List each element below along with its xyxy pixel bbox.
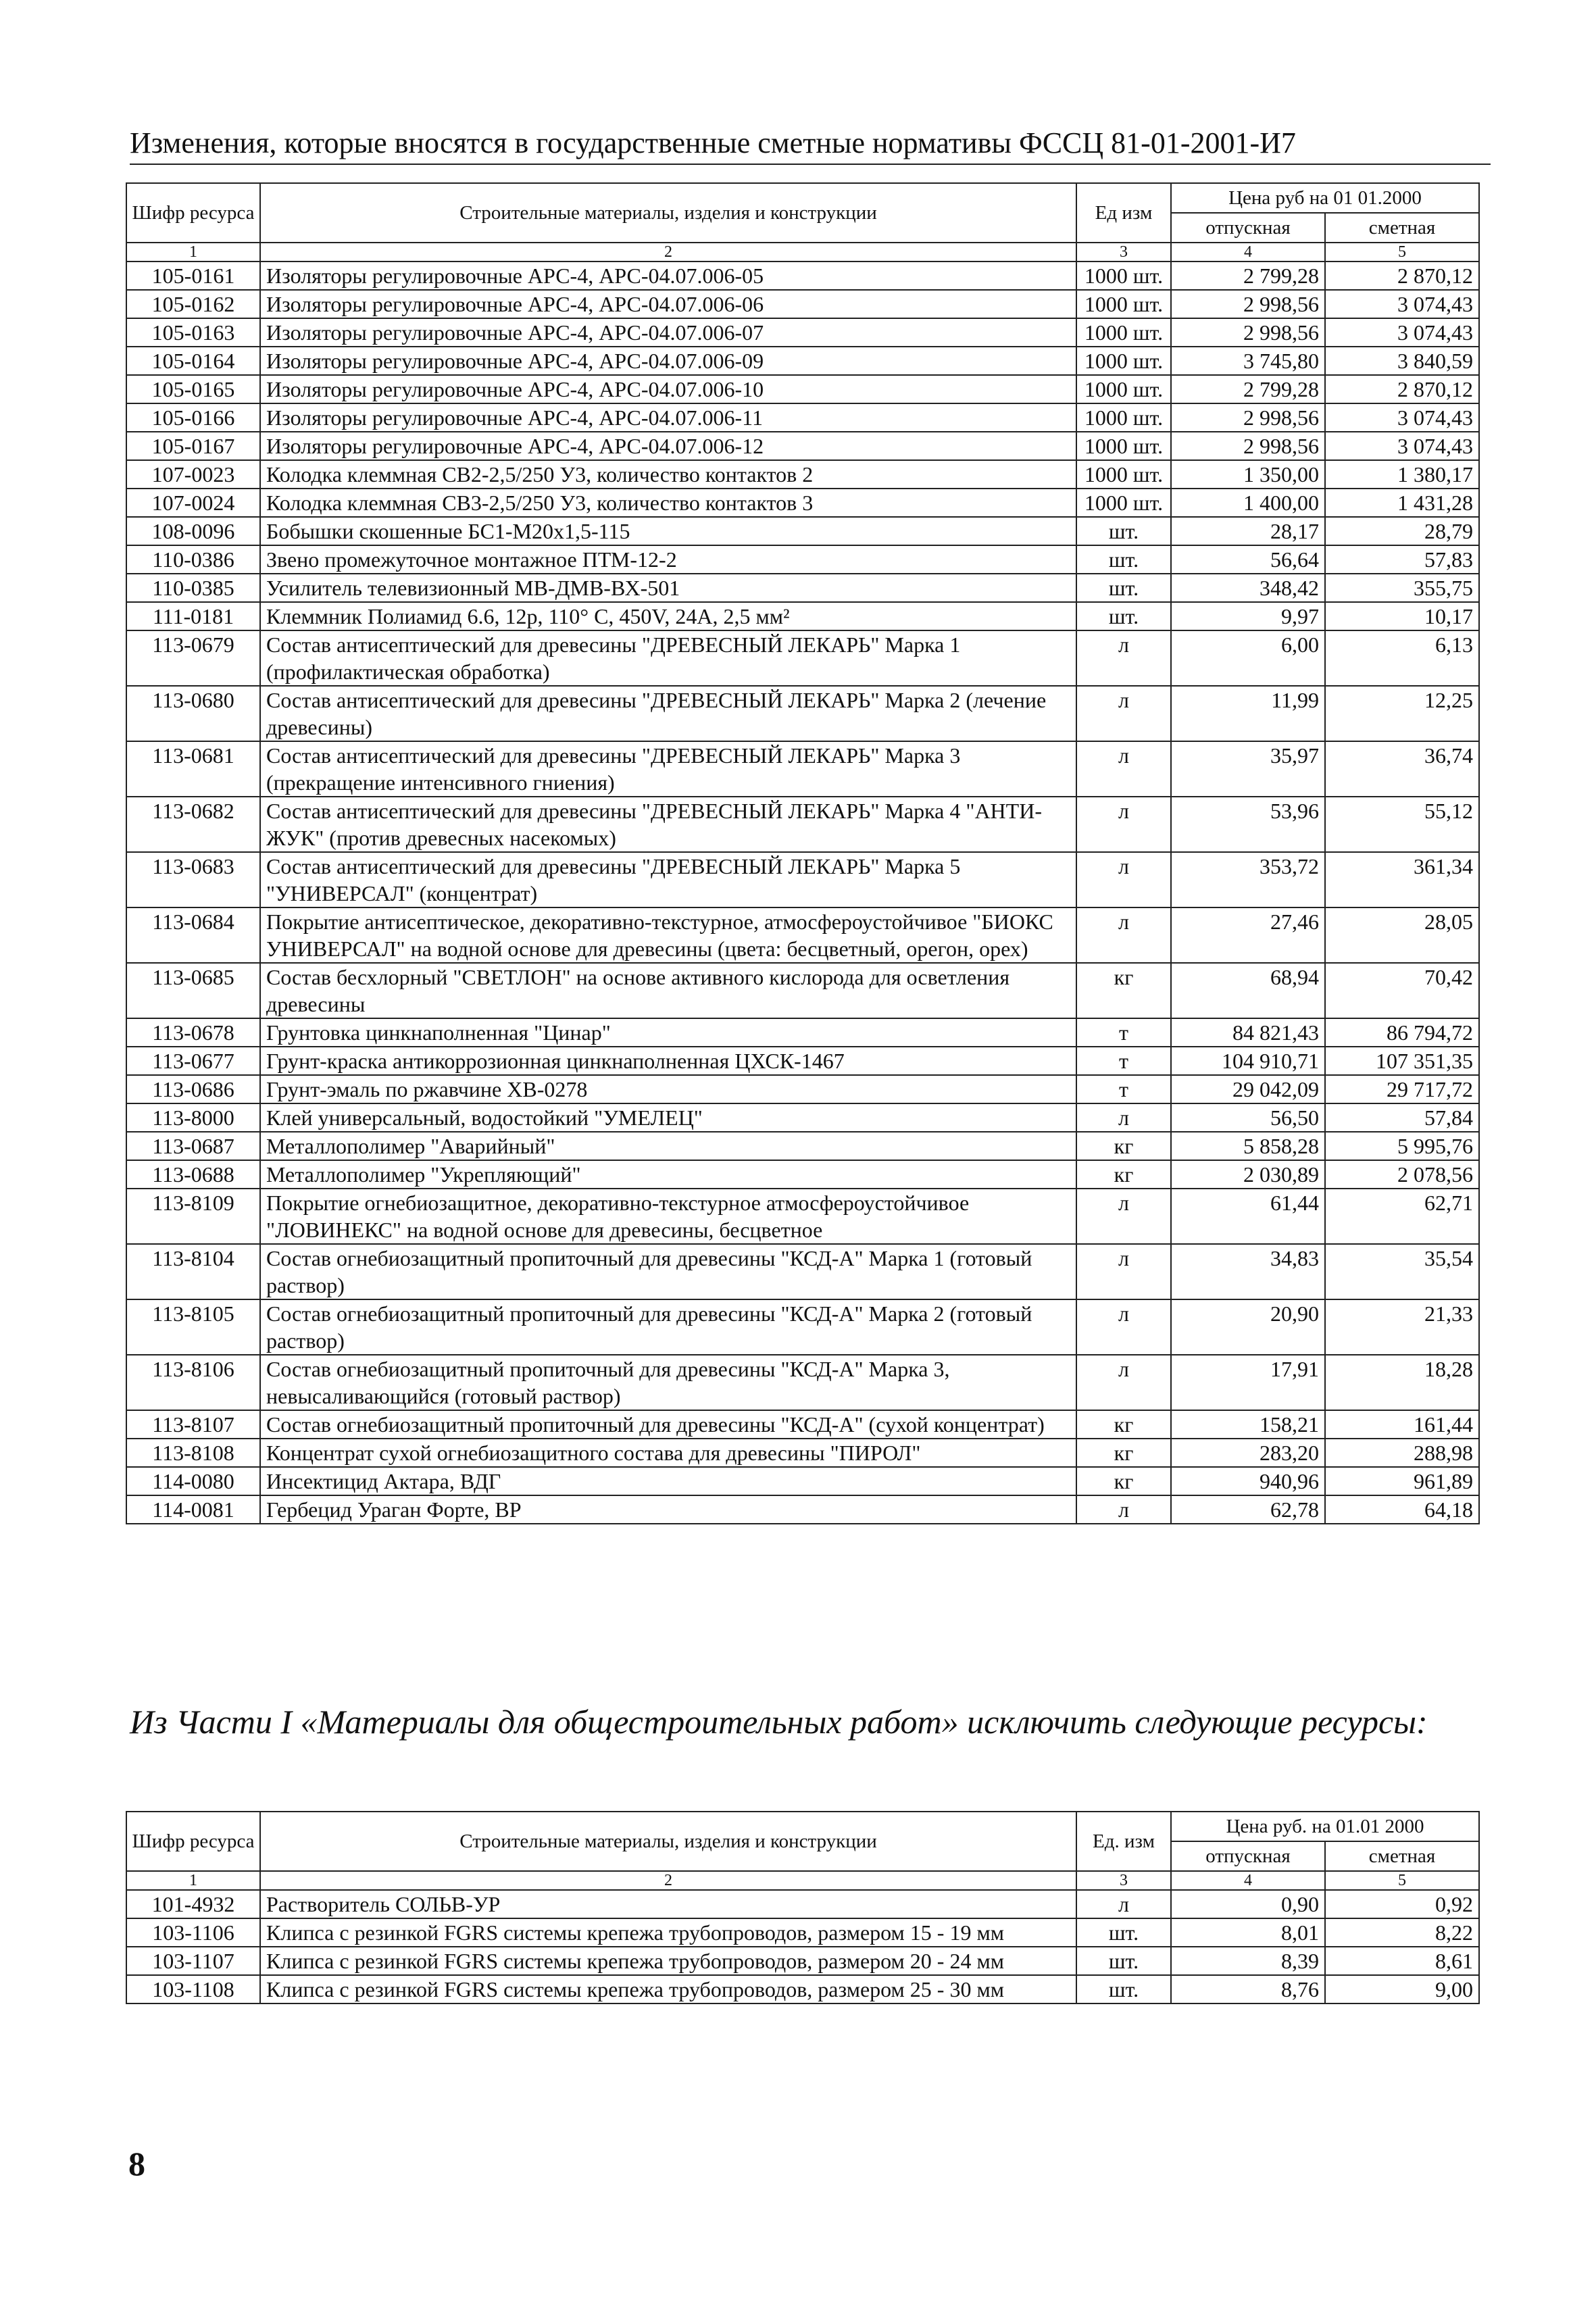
cell-estimate: 3 840,59 <box>1325 347 1479 375</box>
cell-estimate: 1 380,17 <box>1325 460 1479 489</box>
cell-unit: 1000 шт. <box>1076 290 1171 318</box>
cell-name: Колодка клеммная СВ3-2,5/250 У3, количество контактов 3 <box>260 489 1076 517</box>
cell-estimate: 1 431,28 <box>1325 489 1479 517</box>
table-row <box>126 1132 1479 1160</box>
cell-unit: кг <box>1076 1132 1171 1160</box>
cell-code: 101-4932 <box>126 1890 260 1918</box>
cell-name: Состав бесхлорный "СВЕТЛОН" на основе активного кислорода для осветления древесины <box>260 963 1076 1018</box>
cell-unit: т <box>1076 1075 1171 1103</box>
cell-unit: 1000 шт. <box>1076 460 1171 489</box>
cell-estimate: 2 078,56 <box>1325 1160 1479 1189</box>
cell-name: Изоляторы регулировочные АРС-4, АРС-04.07.006-10 <box>260 375 1076 403</box>
table-row <box>126 602 1479 630</box>
cell-estimate: 107 351,35 <box>1325 1047 1479 1075</box>
table-row <box>126 630 1479 686</box>
cell-wholesale: 940,96 <box>1171 1467 1325 1495</box>
table-row <box>126 1018 1479 1047</box>
table-row <box>126 1299 1479 1355</box>
table-row <box>126 963 1479 1018</box>
column-header-name: Строительные материалы, изделия и конструкции <box>260 1812 1076 1871</box>
cell-code: 110-0386 <box>126 545 260 574</box>
cell-estimate: 21,33 <box>1325 1299 1479 1355</box>
cell-code: 113-8106 <box>126 1355 260 1410</box>
cell-wholesale: 68,94 <box>1171 963 1325 1018</box>
cell-wholesale: 62,78 <box>1171 1495 1325 1524</box>
cell-code: 107-0024 <box>126 489 260 517</box>
cell-code: 108-0096 <box>126 517 260 545</box>
column-header-wholesale: отпускная <box>1171 1841 1325 1871</box>
cell-code: 111-0181 <box>126 602 260 630</box>
cell-name: Изоляторы регулировочные АРС-4, АРС-04.07.006-07 <box>260 318 1076 347</box>
cell-name: Состав антисептический для древесины "ДРЕВЕСНЫЙ ЛЕКАРЬ" Марка 2 (лечение древесины) <box>260 686 1076 741</box>
cell-estimate: 29 717,72 <box>1325 1075 1479 1103</box>
cell-code: 105-0162 <box>126 290 260 318</box>
cell-wholesale: 283,20 <box>1171 1439 1325 1467</box>
cell-estimate: 6,13 <box>1325 630 1479 686</box>
cell-code: 105-0166 <box>126 403 260 432</box>
cell-wholesale: 8,39 <box>1171 1947 1325 1975</box>
cell-name: Состав огнебиозащитный пропиточный для древесины "КСД-А" Марка 3, невысаливающийся (готовый раствор) <box>260 1355 1076 1410</box>
cell-estimate: 62,71 <box>1325 1189 1479 1244</box>
cell-name: Покрытие антисептическое, декоративно-текстурное, атмосфероустойчивое "БИОКС УНИВЕРСАЛ" на водной основе для древесины (цвета: бесцветный, орегон, орех) <box>260 907 1076 963</box>
cell-wholesale: 2 998,56 <box>1171 290 1325 318</box>
cell-name: Состав огнебиозащитный пропиточный для древесины "КСД-А" (сухой концентрат) <box>260 1410 1076 1439</box>
cell-name: Гербецид Ураган Форте, ВР <box>260 1495 1076 1524</box>
cell-estimate: 8,61 <box>1325 1947 1479 1975</box>
cell-code: 103-1107 <box>126 1947 260 1975</box>
cell-unit: л <box>1076 1355 1171 1410</box>
table-row <box>126 741 1479 797</box>
cell-code: 114-0080 <box>126 1467 260 1495</box>
cell-unit: шт. <box>1076 1947 1171 1975</box>
cell-estimate: 57,84 <box>1325 1103 1479 1132</box>
cell-wholesale: 2 998,56 <box>1171 403 1325 432</box>
column-number: 4 <box>1171 1871 1325 1890</box>
table-row <box>126 347 1479 375</box>
cell-estimate: 0,92 <box>1325 1890 1479 1918</box>
cell-estimate: 3 074,43 <box>1325 290 1479 318</box>
cell-wholesale: 61,44 <box>1171 1189 1325 1244</box>
cell-unit: шт. <box>1076 545 1171 574</box>
cell-wholesale: 20,90 <box>1171 1299 1325 1355</box>
cell-unit: л <box>1076 1299 1171 1355</box>
table-row <box>126 489 1479 517</box>
cell-wholesale: 56,50 <box>1171 1103 1325 1132</box>
cell-estimate: 8,22 <box>1325 1918 1479 1947</box>
cell-code: 113-0682 <box>126 797 260 852</box>
cell-code: 113-8108 <box>126 1439 260 1467</box>
table-row <box>126 545 1479 574</box>
column-number: 5 <box>1325 1871 1479 1890</box>
column-header-name: Строительные материалы, изделия и конструкции <box>260 183 1076 243</box>
cell-estimate: 57,83 <box>1325 545 1479 574</box>
cell-code: 113-0681 <box>126 741 260 797</box>
cell-unit: 1000 шт. <box>1076 489 1171 517</box>
cell-name: Изоляторы регулировочные АРС-4, АРС-04.07.006-05 <box>260 262 1076 290</box>
cell-estimate: 961,89 <box>1325 1467 1479 1495</box>
column-header-price: Цена руб на 01 01.2000 <box>1171 183 1479 213</box>
cell-name: Металлополимер "Аварийный" <box>260 1132 1076 1160</box>
column-number: 1 <box>126 1871 260 1890</box>
table-row <box>126 797 1479 852</box>
cell-wholesale: 84 821,43 <box>1171 1018 1325 1047</box>
table-row <box>126 1947 1479 1975</box>
cell-name: Состав антисептический для древесины "ДРЕВЕСНЫЙ ЛЕКАРЬ" Марка 4 "АНТИ-ЖУК" (против древесных насекомых) <box>260 797 1076 852</box>
cell-unit: л <box>1076 907 1171 963</box>
table-row <box>126 686 1479 741</box>
cell-code: 113-0687 <box>126 1132 260 1160</box>
cell-unit: 1000 шт. <box>1076 347 1171 375</box>
table-row <box>126 574 1479 602</box>
cell-unit: л <box>1076 1189 1171 1244</box>
cell-wholesale: 17,91 <box>1171 1355 1325 1410</box>
table-row <box>126 1918 1479 1947</box>
cell-code: 110-0385 <box>126 574 260 602</box>
cell-wholesale: 2 998,56 <box>1171 318 1325 347</box>
cell-unit: 1000 шт. <box>1076 432 1171 460</box>
cell-wholesale: 34,83 <box>1171 1244 1325 1299</box>
cell-code: 114-0081 <box>126 1495 260 1524</box>
cell-estimate: 2 870,12 <box>1325 375 1479 403</box>
cell-wholesale: 27,46 <box>1171 907 1325 963</box>
cell-wholesale: 28,17 <box>1171 517 1325 545</box>
cell-estimate: 28,05 <box>1325 907 1479 963</box>
cell-code: 113-0688 <box>126 1160 260 1189</box>
cell-estimate: 28,79 <box>1325 517 1479 545</box>
cell-code: 103-1108 <box>126 1975 260 2003</box>
table-row <box>126 1495 1479 1524</box>
cell-estimate: 10,17 <box>1325 602 1479 630</box>
cell-code: 105-0165 <box>126 375 260 403</box>
column-number: 5 <box>1325 243 1479 262</box>
cell-code: 113-0685 <box>126 963 260 1018</box>
cell-code: 105-0164 <box>126 347 260 375</box>
cell-estimate: 3 074,43 <box>1325 403 1479 432</box>
cell-name: Изоляторы регулировочные АРС-4, АРС-04.07.006-09 <box>260 347 1076 375</box>
cell-unit: т <box>1076 1047 1171 1075</box>
cell-unit: 1000 шт. <box>1076 375 1171 403</box>
cell-name: Бобышки скошенные БС1-М20х1,5-115 <box>260 517 1076 545</box>
cell-unit: шт. <box>1076 1975 1171 2003</box>
cell-estimate: 55,12 <box>1325 797 1479 852</box>
cell-wholesale: 104 910,71 <box>1171 1047 1325 1075</box>
cell-name: Состав антисептический для древесины "ДРЕВЕСНЫЙ ЛЕКАРЬ" Марка 5 "УНИВЕРСАЛ" (концентрат) <box>260 852 1076 907</box>
cell-estimate: 70,42 <box>1325 963 1479 1018</box>
cell-unit: л <box>1076 686 1171 741</box>
cell-unit: л <box>1076 1495 1171 1524</box>
cell-name: Покрытие огнебиозащитное, декоративно-текстурное атмосфероустойчивое "ЛОВИНЕКС" на водной основе для древесины, бесцветное <box>260 1189 1076 1244</box>
cell-unit: л <box>1076 1244 1171 1299</box>
cell-code: 113-0677 <box>126 1047 260 1075</box>
cell-code: 113-0684 <box>126 907 260 963</box>
table-row <box>126 852 1479 907</box>
cell-estimate: 36,74 <box>1325 741 1479 797</box>
cell-wholesale: 3 745,80 <box>1171 347 1325 375</box>
column-header-unit: Ед изм <box>1076 183 1171 243</box>
cell-name: Грунт-краска антикоррозионная цинкнаполненная ЦХСК-1467 <box>260 1047 1076 1075</box>
cell-unit: 1000 шт. <box>1076 403 1171 432</box>
table-row <box>126 1355 1479 1410</box>
cell-unit: шт. <box>1076 1918 1171 1947</box>
column-number: 3 <box>1076 243 1171 262</box>
cell-code: 113-8000 <box>126 1103 260 1132</box>
column-header-estimate: сметная <box>1325 213 1479 243</box>
table-row <box>126 1439 1479 1467</box>
cell-wholesale: 0,90 <box>1171 1890 1325 1918</box>
cell-name: Металлополимер "Укрепляющий" <box>260 1160 1076 1189</box>
column-number: 1 <box>126 243 260 262</box>
cell-estimate: 2 870,12 <box>1325 262 1479 290</box>
cell-unit: шт. <box>1076 602 1171 630</box>
cell-name: Изоляторы регулировочные АРС-4, АРС-04.07.006-11 <box>260 403 1076 432</box>
cell-name: Усилитель телевизионный МВ-ДМВ-ВХ-501 <box>260 574 1076 602</box>
column-header-code: Шифр ресурса <box>126 1812 260 1871</box>
cell-name: Звено промежуточное монтажное ПТМ-12-2 <box>260 545 1076 574</box>
cell-code: 105-0163 <box>126 318 260 347</box>
cell-unit: кг <box>1076 1439 1171 1467</box>
cell-name: Клипса с резинкой FGRS системы крепежа трубопроводов, размером 25 - 30 мм <box>260 1975 1076 2003</box>
table-row <box>126 907 1479 963</box>
cell-unit: кг <box>1076 1410 1171 1439</box>
cell-name: Инсектицид Актара, ВДГ <box>260 1467 1076 1495</box>
cell-wholesale: 56,64 <box>1171 545 1325 574</box>
cell-wholesale: 5 858,28 <box>1171 1132 1325 1160</box>
cell-estimate: 12,25 <box>1325 686 1479 741</box>
cell-wholesale: 29 042,09 <box>1171 1075 1325 1103</box>
cell-estimate: 288,98 <box>1325 1439 1479 1467</box>
page-header: Изменения, которые вносятся в государственные сметные нормативы ФССЦ 81-01-2001-И7 <box>130 126 1491 165</box>
cell-name: Состав огнебиозащитный пропиточный для древесины "КСД-А" Марка 1 (готовый раствор) <box>260 1244 1076 1299</box>
excluded-resources-table <box>126 1811 1480 2004</box>
cell-code: 113-0678 <box>126 1018 260 1047</box>
cell-unit: л <box>1076 741 1171 797</box>
cell-wholesale: 2 799,28 <box>1171 262 1325 290</box>
table-row <box>126 432 1479 460</box>
table-row <box>126 517 1479 545</box>
cell-wholesale: 348,42 <box>1171 574 1325 602</box>
table-row <box>126 1975 1479 2003</box>
page-number: 8 <box>128 2145 145 2183</box>
table-row <box>126 403 1479 432</box>
table-row <box>126 1047 1479 1075</box>
column-header-price: Цена руб. на 01.01 2000 <box>1171 1812 1479 1841</box>
cell-unit: шт. <box>1076 574 1171 602</box>
cell-code: 113-8107 <box>126 1410 260 1439</box>
table-row <box>126 1244 1479 1299</box>
cell-name: Концентрат сухой огнебиозащитного состава для древесины "ПИРОЛ" <box>260 1439 1076 1467</box>
cell-estimate: 18,28 <box>1325 1355 1479 1410</box>
cell-name: Грунт-эмаль по ржавчине ХВ-0278 <box>260 1075 1076 1103</box>
cell-wholesale: 353,72 <box>1171 852 1325 907</box>
cell-unit: л <box>1076 1890 1171 1918</box>
cell-unit: л <box>1076 1103 1171 1132</box>
cell-name: Состав антисептический для древесины "ДРЕВЕСНЫЙ ЛЕКАРЬ" Марка 3 (прекращение интенсивного гниения) <box>260 741 1076 797</box>
column-number: 2 <box>260 1871 1076 1890</box>
cell-name: Растворитель СОЛЬВ-УР <box>260 1890 1076 1918</box>
cell-wholesale: 2 030,89 <box>1171 1160 1325 1189</box>
cell-wholesale: 8,01 <box>1171 1918 1325 1947</box>
column-number: 4 <box>1171 243 1325 262</box>
cell-wholesale: 158,21 <box>1171 1410 1325 1439</box>
cell-code: 113-0686 <box>126 1075 260 1103</box>
table-row <box>126 1160 1479 1189</box>
cell-wholesale: 8,76 <box>1171 1975 1325 2003</box>
cell-name: Грунтовка цинкнаполненная "Цинар" <box>260 1018 1076 1047</box>
cell-code: 113-0683 <box>126 852 260 907</box>
resources-table <box>126 182 1480 1524</box>
cell-unit: 1000 шт. <box>1076 262 1171 290</box>
cell-estimate: 5 995,76 <box>1325 1132 1479 1160</box>
cell-unit: л <box>1076 852 1171 907</box>
column-header-estimate: сметная <box>1325 1841 1479 1871</box>
table-row <box>126 460 1479 489</box>
cell-estimate: 355,75 <box>1325 574 1479 602</box>
cell-name: Клей универсальный, водостойкий "УМЕЛЕЦ" <box>260 1103 1076 1132</box>
cell-wholesale: 35,97 <box>1171 741 1325 797</box>
cell-unit: шт. <box>1076 517 1171 545</box>
cell-wholesale: 2 998,56 <box>1171 432 1325 460</box>
cell-wholesale: 9,97 <box>1171 602 1325 630</box>
table-row <box>126 1890 1479 1918</box>
cell-code: 113-8104 <box>126 1244 260 1299</box>
cell-code: 105-0167 <box>126 432 260 460</box>
cell-estimate: 86 794,72 <box>1325 1018 1479 1047</box>
column-number: 2 <box>260 243 1076 262</box>
cell-code: 113-8109 <box>126 1189 260 1244</box>
cell-estimate: 361,34 <box>1325 852 1479 907</box>
cell-name: Колодка клеммная СВ2-2,5/250 У3, количество контактов 2 <box>260 460 1076 489</box>
cell-code: 113-0679 <box>126 630 260 686</box>
table-row <box>126 375 1479 403</box>
cell-estimate: 3 074,43 <box>1325 318 1479 347</box>
cell-name: Состав антисептический для древесины "ДРЕВЕСНЫЙ ЛЕКАРЬ" Марка 1 (профилактическая обработка) <box>260 630 1076 686</box>
cell-code: 113-0680 <box>126 686 260 741</box>
cell-unit: т <box>1076 1018 1171 1047</box>
cell-unit: кг <box>1076 963 1171 1018</box>
cell-unit: л <box>1076 630 1171 686</box>
cell-code: 107-0023 <box>126 460 260 489</box>
column-header-wholesale: отпускная <box>1171 213 1325 243</box>
cell-wholesale: 11,99 <box>1171 686 1325 741</box>
column-number: 3 <box>1076 1871 1171 1890</box>
table-row <box>126 1189 1479 1244</box>
cell-name: Состав огнебиозащитный пропиточный для древесины "КСД-А" Марка 2 (готовый раствор) <box>260 1299 1076 1355</box>
section-heading: Из Части I «Материалы для общестроительных работ» исключить следующие ресурсы: <box>130 1703 1428 1741</box>
cell-wholesale: 2 799,28 <box>1171 375 1325 403</box>
cell-name: Клипса с резинкой FGRS системы крепежа трубопроводов, размером 15 - 19 мм <box>260 1918 1076 1947</box>
table-row <box>126 262 1479 290</box>
table-row <box>126 1075 1479 1103</box>
cell-name: Клипса с резинкой FGRS системы крепежа трубопроводов, размером 20 - 24 мм <box>260 1947 1076 1975</box>
cell-wholesale: 6,00 <box>1171 630 1325 686</box>
cell-unit: л <box>1076 797 1171 852</box>
table-row <box>126 318 1479 347</box>
cell-estimate: 3 074,43 <box>1325 432 1479 460</box>
cell-wholesale: 1 400,00 <box>1171 489 1325 517</box>
cell-name: Изоляторы регулировочные АРС-4, АРС-04.07.006-12 <box>260 432 1076 460</box>
column-header-unit: Ед. изм <box>1076 1812 1171 1871</box>
cell-estimate: 9,00 <box>1325 1975 1479 2003</box>
cell-name: Клеммник Полиамид 6.6, 12р, 110° С, 450V, 24А, 2,5 мм² <box>260 602 1076 630</box>
table-row <box>126 1410 1479 1439</box>
cell-code: 103-1106 <box>126 1918 260 1947</box>
cell-code: 113-8105 <box>126 1299 260 1355</box>
cell-unit: кг <box>1076 1160 1171 1189</box>
cell-wholesale: 53,96 <box>1171 797 1325 852</box>
cell-wholesale: 1 350,00 <box>1171 460 1325 489</box>
table-row <box>126 1467 1479 1495</box>
cell-estimate: 64,18 <box>1325 1495 1479 1524</box>
table-row <box>126 1103 1479 1132</box>
cell-code: 105-0161 <box>126 262 260 290</box>
cell-unit: кг <box>1076 1467 1171 1495</box>
cell-estimate: 161,44 <box>1325 1410 1479 1439</box>
column-header-code: Шифр ресурса <box>126 183 260 243</box>
table-row <box>126 290 1479 318</box>
cell-estimate: 35,54 <box>1325 1244 1479 1299</box>
cell-unit: 1000 шт. <box>1076 318 1171 347</box>
cell-name: Изоляторы регулировочные АРС-4, АРС-04.07.006-06 <box>260 290 1076 318</box>
